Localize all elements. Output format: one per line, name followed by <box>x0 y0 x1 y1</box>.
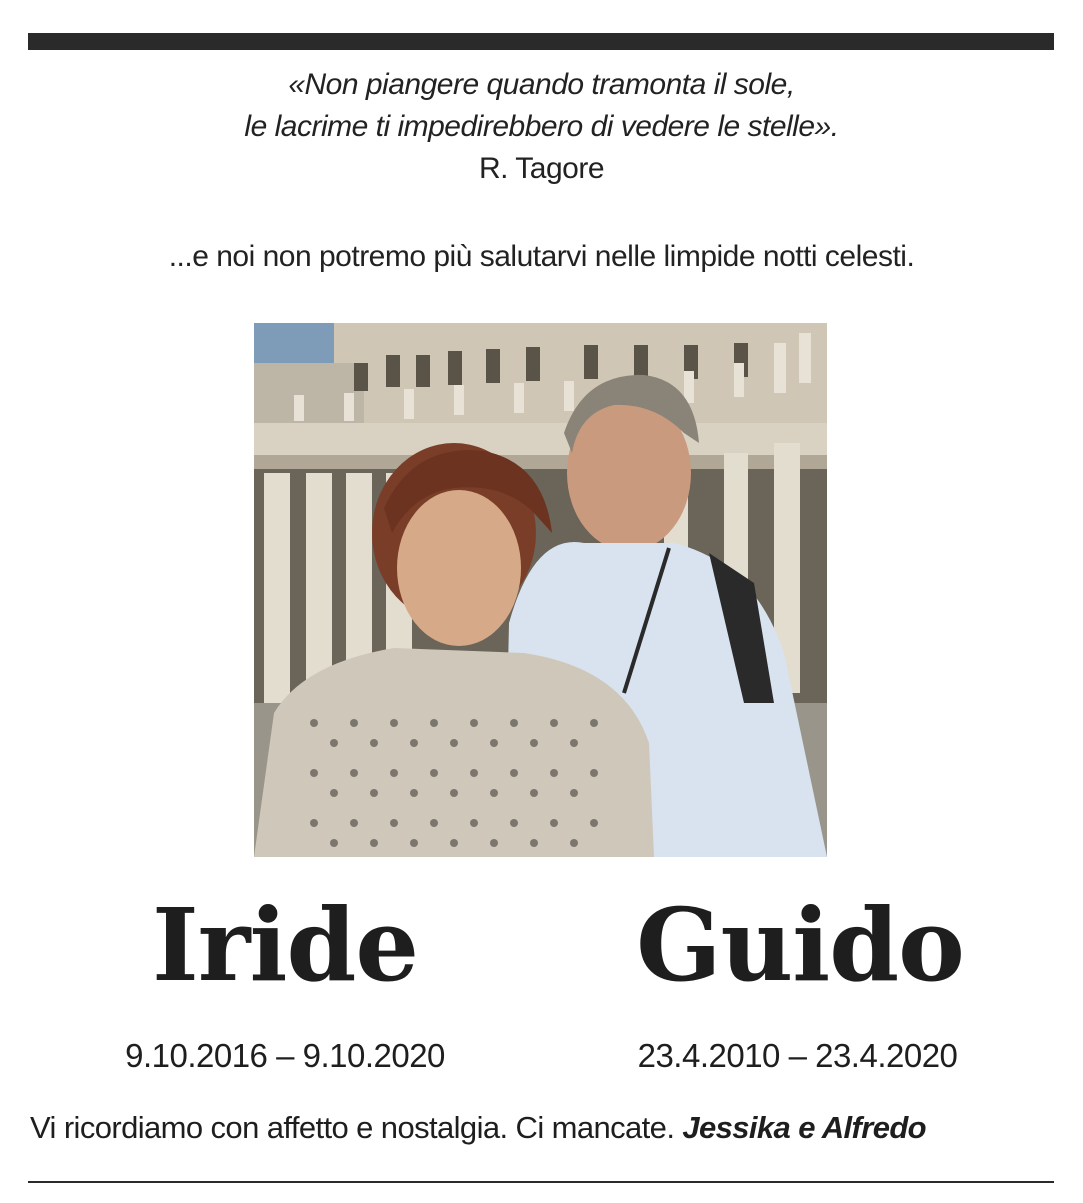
dedication-line: ...e noi non potremo più salutarvi nelle limpide notti celesti. <box>168 240 915 273</box>
quote-block <box>0 64 1083 190</box>
quote-author: R. Tagore <box>478 152 605 185</box>
name-iride: Iride <box>152 886 418 1004</box>
name-guido: Guido <box>636 886 964 1004</box>
closing-text: Vi ricordiamo con affetto e nostalgia. Ci mancate. <box>30 1110 675 1145</box>
quote-line-2: le lacrime ti impedirebbero di vedere le stelle». <box>244 110 839 143</box>
couple-photo <box>254 323 827 857</box>
closing-message <box>30 1106 1060 1150</box>
signature: Jessika e Alfredo <box>682 1110 927 1145</box>
quote-line-1: «Non piangere quando tramonta il sole, <box>288 68 795 101</box>
top-rule <box>28 33 1054 50</box>
dates-iride: 9.10.2016 – 9.10.2020 <box>125 1037 445 1074</box>
bottom-rule <box>28 1181 1054 1183</box>
dates-guido: 23.4.2010 – 23.4.2020 <box>637 1037 958 1074</box>
